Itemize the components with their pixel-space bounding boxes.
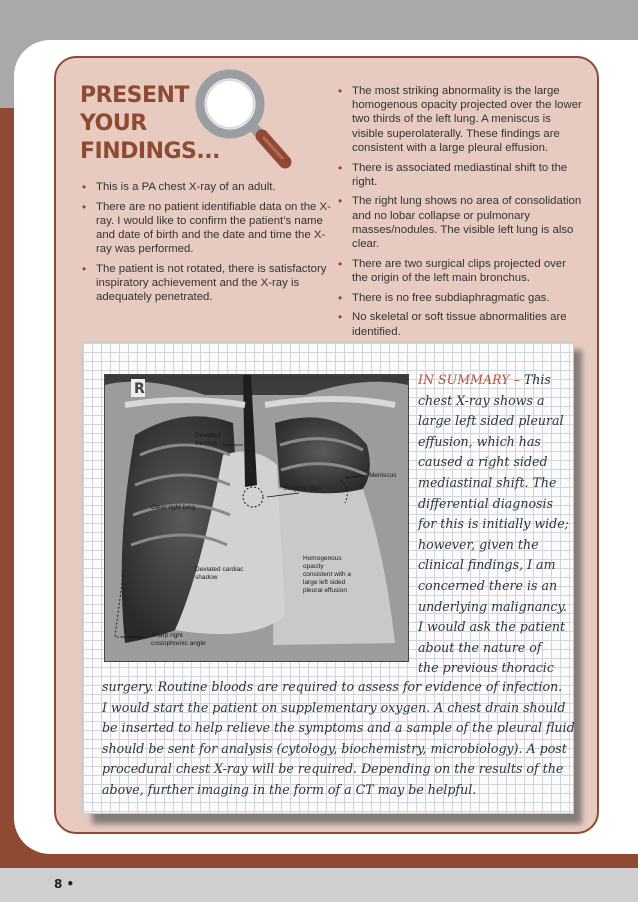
xray-label-trachea: Deviated: [195, 432, 221, 439]
summary-line: mediastinal shift. The: [418, 474, 557, 490]
summary-line: should be sent for analysis (cytology, biochemistry, microbiology). A post: [102, 740, 567, 756]
xray-label-clips: Surgical clips: [283, 485, 322, 492]
summary-line: chest X-ray shows a: [418, 392, 545, 408]
xray-label-cardiac: shadow: [195, 574, 218, 581]
xray-label-angle: Sharp right: [151, 632, 183, 639]
summary-line: concerned there is an: [418, 577, 558, 593]
list-item: • This is a PA chest X-ray of an adult.: [80, 180, 332, 194]
xray-label-right-lung: Clear right lung: [151, 504, 196, 511]
magnifying-glass-icon: [190, 64, 294, 172]
list-item: • No skeletal or soft tissue abnormalities are identified.: [336, 310, 584, 338]
summary-line: caused a right sided: [418, 454, 548, 470]
xray-label-opacity: large left sided: [303, 579, 346, 586]
summary-label: IN SUMMARY –: [418, 372, 520, 387]
summary-line: I would ask the patient: [418, 619, 566, 635]
summary-line: above, further imaging in the form of a CT may be helpful.: [102, 781, 477, 797]
summary-line: be inserted to help relieve the symptoms and a sample of the pleural fluid: [102, 720, 575, 736]
summary-line: effusion, which has: [418, 433, 541, 449]
xray-label-opacity: pleural effusion: [303, 587, 347, 594]
xray-label-opacity: Homogenous: [303, 555, 342, 562]
list-item: • The patient is not rotated, there is satisfactory inspiratory achievement and the X-ray is adequately penetrated.: [80, 262, 332, 305]
heading-line: FINDINGS...: [80, 139, 220, 164]
list-item: • The most striking abnormality is the large homogenous opacity projected over the lower two thirds of the left lung. A meniscus is visible superolaterally. These findings are consistent with a large pleural effusion.: [336, 84, 584, 155]
summary-line: underlying malignancy.: [418, 598, 567, 614]
summary-line: I would start the patient on supplementary oxygen. A chest drain should: [102, 699, 566, 715]
summary-line: about the nature of: [418, 639, 542, 655]
summary-line: surgery. Routine bloods are required to assess for evidence of infection.: [102, 679, 563, 694]
heading-line: PRESENT: [80, 83, 189, 108]
xray-label-meniscus: Meniscus: [369, 472, 397, 479]
findings-list-left: [80, 180, 332, 310]
list-item: • There is associated mediastinal shift to the right.: [336, 161, 584, 189]
list-item: • There are two surgical clips projected over the origin of the left main bronchus.: [336, 257, 584, 285]
findings-list-right: [336, 84, 584, 344]
list-item: • There are no patient identifiable data on the X-ray. I would like to confirm the patient’s name and date of birth and the date and time the X-ray was performed.: [80, 200, 332, 257]
summary-text-right: [418, 370, 568, 679]
xray-label-opacity: opacity: [303, 563, 324, 570]
xray-label-trachea: trachea: [195, 440, 217, 447]
summary-line: procedural chest X-ray will be required. Depending on the results of the: [102, 761, 564, 777]
xray-label-cardiac: Deviated cardiac: [195, 566, 244, 573]
summary-line: for this is initially wide;: [418, 516, 569, 532]
heading-line: YOUR: [80, 111, 147, 136]
summary-line: however, given the: [418, 536, 539, 552]
summary-line: [418, 370, 568, 391]
xray-side-marker: R: [134, 381, 145, 397]
xray-label-opacity: consistent with a: [303, 571, 352, 578]
page-number: 8 •: [54, 877, 75, 891]
summary-text-bottom: [102, 677, 575, 801]
summary-line: differential diagnosis: [418, 495, 553, 511]
list-item: • The right lung shows no area of consolidation and no lobar collapse or pulmonary masses/nodules. The visible left lung is also clear.: [336, 194, 584, 251]
list-item: • There is no free subdiaphragmatic gas.: [336, 291, 584, 305]
summary-line: clinical findings, I am: [418, 557, 556, 573]
footer-band: [0, 868, 638, 902]
xray-label-angle: costophrenic angle: [151, 640, 206, 647]
chest-xray-image: [104, 374, 409, 662]
summary-line: the previous thoracic: [418, 660, 554, 676]
summary-line: large left sided pleural: [418, 413, 564, 429]
summary-line-text: This: [523, 372, 551, 387]
